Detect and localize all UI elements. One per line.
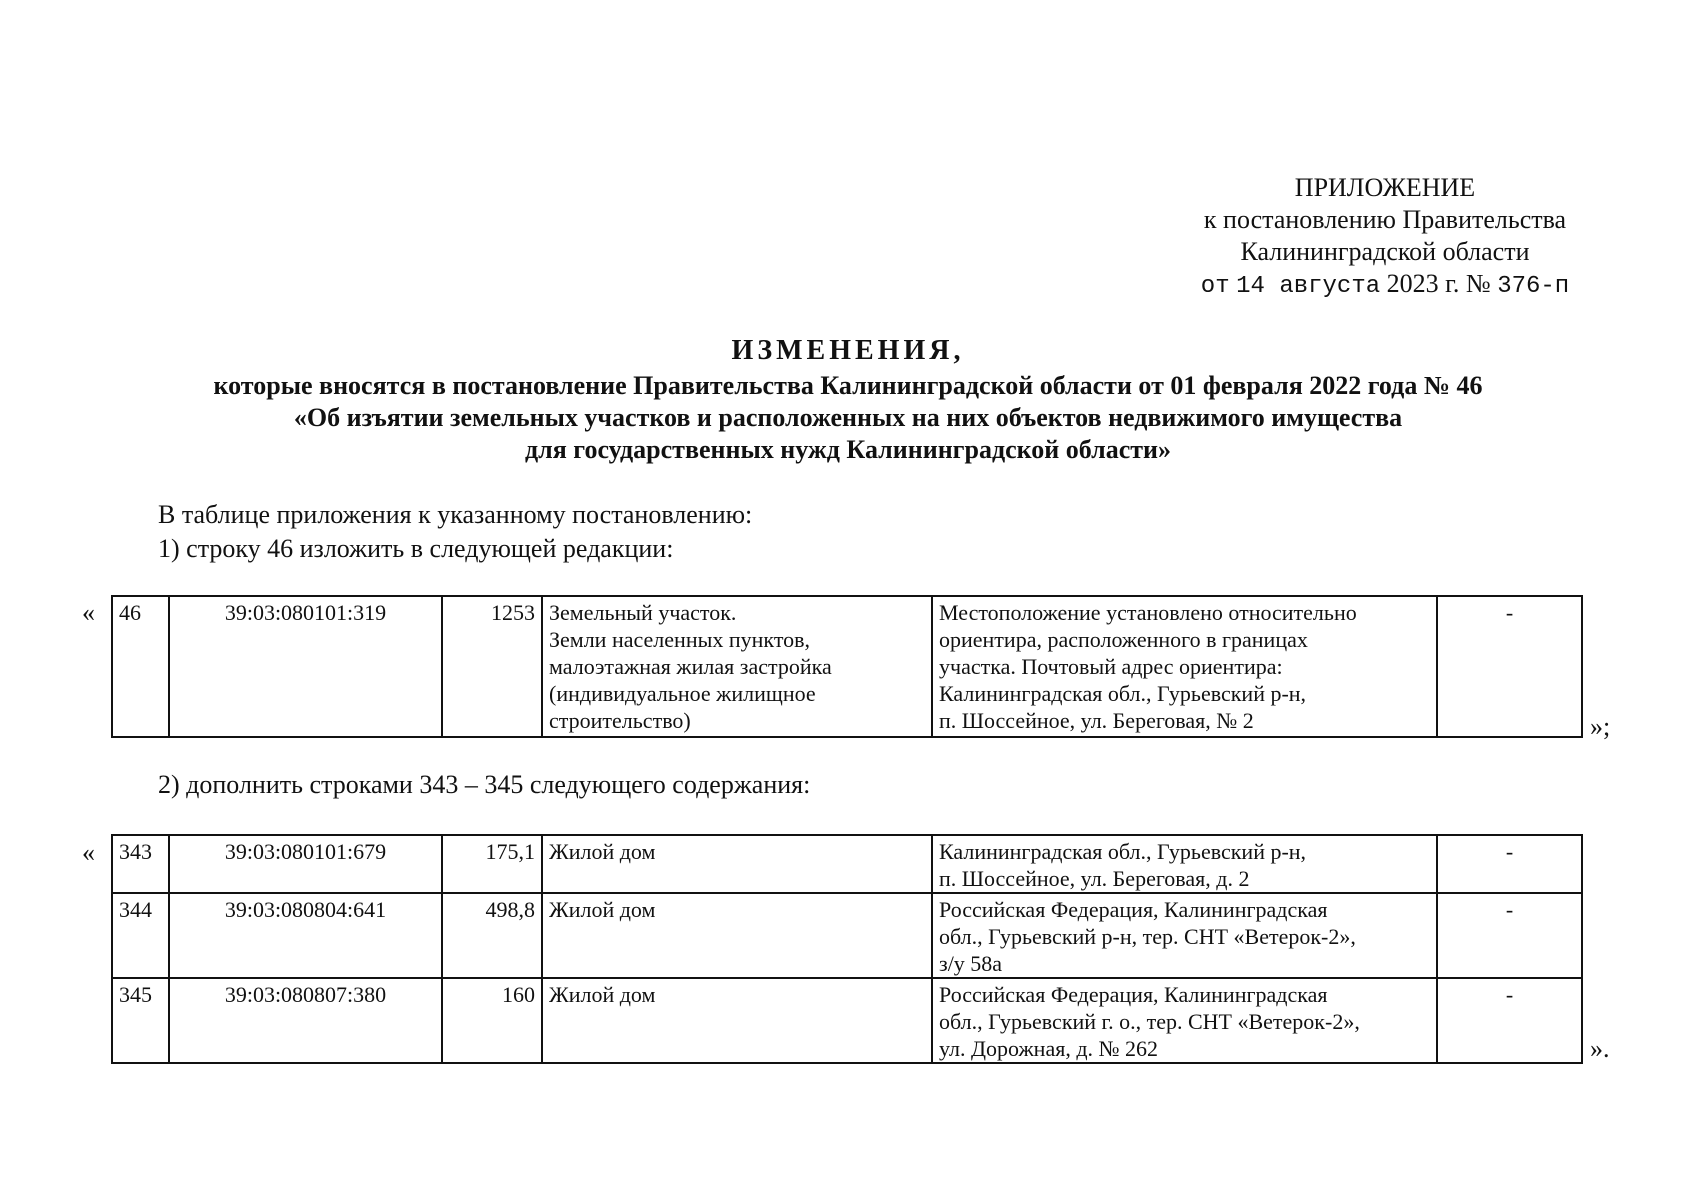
description-line: Земли населенных пунктов, <box>549 627 811 652</box>
address-cell <box>932 596 1437 737</box>
description-cell <box>542 978 932 1063</box>
address-line: обл., Гурьевский г. о., тер. СНТ «Ветерок-2», <box>939 1009 1360 1034</box>
address-line: Калининградская обл., Гурьевский р-н, <box>939 681 1307 706</box>
table-row <box>112 596 1582 737</box>
open-quote-1: « <box>82 598 95 627</box>
row-number-cell: 343 <box>112 835 169 893</box>
table-rows-343-345 <box>111 834 1583 1064</box>
address-line: Российская Федерация, Калининградская <box>939 897 1328 922</box>
appendix-heading: ПРИЛОЖЕНИЕ <box>1294 173 1476 202</box>
description-line: Жилой дом <box>549 839 656 864</box>
address-cell <box>932 893 1437 978</box>
description-line: (индивидуальное жилищное <box>549 681 816 706</box>
intro-line-1: В таблице приложения к указанному постановлению: <box>158 500 753 529</box>
close-quote-2: ». <box>1590 1034 1610 1063</box>
description-line: строительство) <box>549 708 691 733</box>
intro-line-2: 1) строку 46 изложить в следующей редакции: <box>158 534 674 563</box>
row-number-cell: 46 <box>112 596 169 737</box>
description-line: Жилой дом <box>549 897 656 922</box>
document-subtitle <box>0 370 1696 466</box>
cadastral-number-cell: 39:03:080101:679 <box>169 835 442 893</box>
subtitle-line-3: для государственных нужд Калининградской области» <box>525 435 1171 464</box>
address-line: участка. Почтовый адрес ориентира: <box>939 654 1283 679</box>
table-row <box>112 835 1582 893</box>
description-line: Земельный участок. <box>549 600 737 625</box>
description-line: малоэтажная жилая застройка <box>549 654 832 679</box>
description-cell <box>542 835 932 893</box>
subtitle-line-2: «Об изъятии земельных участков и расположенных на них объектов недвижимого имущества <box>293 403 1403 432</box>
address-line: п. Шоссейное, ул. Береговая, д. 2 <box>939 866 1250 891</box>
document-title: ИЗМЕНЕНИЯ, <box>731 335 965 366</box>
description-cell <box>542 596 932 737</box>
description-line: Жилой дом <box>549 982 656 1007</box>
appendix-line-2: к постановлению Правительства <box>1203 205 1567 234</box>
date-prefix: от <box>1200 273 1230 300</box>
appendix-block <box>1150 172 1620 303</box>
address-cell <box>932 978 1437 1063</box>
appendix-date-line <box>1150 268 1620 303</box>
subtitle-line-1: которые вносятся в постановление Правительства Калининградской области от 01 февраля 2022 года № 46 <box>213 371 1483 400</box>
area-cell: 1253 <box>442 596 542 737</box>
description-cell <box>542 893 932 978</box>
address-line: ориентира, расположенного в границах <box>939 627 1308 652</box>
area-cell: 175,1 <box>442 835 542 893</box>
address-line: ул. Дорожная, д. № 262 <box>939 1036 1159 1061</box>
cadastral-number-cell: 39:03:080101:319 <box>169 596 442 737</box>
address-line: з/у 58а <box>939 951 1003 976</box>
row-number-cell: 345 <box>112 978 169 1063</box>
date-year: 2023 г. № <box>1386 269 1491 298</box>
item-2-paragraph: 2) дополнить строками 343 – 345 следующего содержания: <box>158 770 811 799</box>
note-cell: - <box>1437 596 1582 737</box>
close-quote-1: »; <box>1590 712 1611 741</box>
note-cell: - <box>1437 893 1582 978</box>
address-line: Российская Федерация, Калининградская <box>939 982 1328 1007</box>
note-cell: - <box>1437 835 1582 893</box>
area-cell: 498,8 <box>442 893 542 978</box>
appendix-line-3: Калининградской области <box>1240 237 1530 266</box>
intro-paragraph <box>158 498 752 566</box>
area-cell: 160 <box>442 978 542 1063</box>
cadastral-number-cell: 39:03:080804:641 <box>169 893 442 978</box>
document-number: 376-п <box>1497 273 1570 300</box>
open-quote-2: « <box>82 838 95 867</box>
table-row <box>112 893 1582 978</box>
cadastral-number-cell: 39:03:080807:380 <box>169 978 442 1063</box>
table-row-46 <box>111 595 1583 738</box>
note-cell: - <box>1437 978 1582 1063</box>
row-number-cell: 344 <box>112 893 169 978</box>
table-row <box>112 978 1582 1063</box>
address-line: обл., Гурьевский р-н, тер. СНТ «Ветерок-2», <box>939 924 1356 949</box>
date-value: 14 августа <box>1236 273 1381 300</box>
address-line: Калининградская обл., Гурьевский р-н, <box>939 839 1307 864</box>
address-line: Местоположение установлено относительно <box>939 600 1357 625</box>
address-cell <box>932 835 1437 893</box>
address-line: п. Шоссейное, ул. Береговая, № 2 <box>939 708 1254 733</box>
